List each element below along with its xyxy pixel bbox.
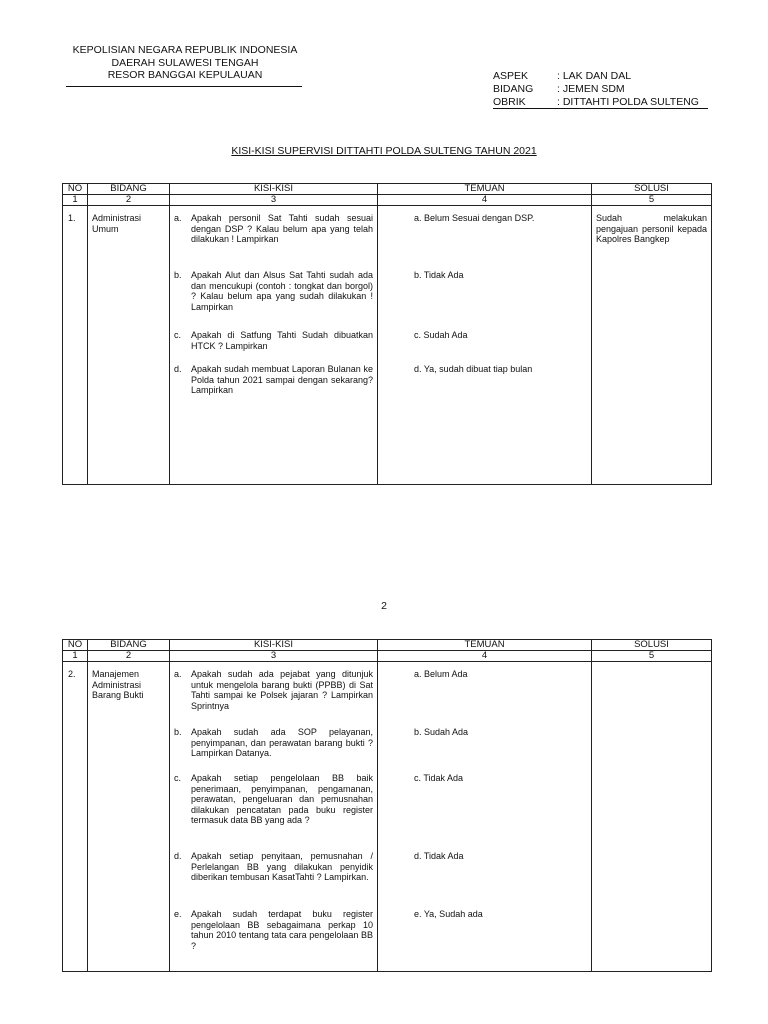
row-kisi-list	[170, 662, 378, 972]
meta-value: : JEMEN SDM	[557, 83, 625, 95]
kisi-label: a.	[174, 669, 182, 679]
kisi-item	[174, 773, 373, 841]
kisi-item	[174, 330, 373, 354]
row-solusi	[592, 662, 712, 972]
temuan-item: a. Belum Ada	[414, 669, 468, 679]
temuan-item: d. Tidak Ada	[414, 851, 464, 861]
col-header-temuan: TEMUAN	[378, 640, 592, 651]
org-line-1: KEPOLISIAN NEGARA REPUBLIK INDONESIA	[72, 44, 298, 56]
col-number: 5	[592, 651, 712, 662]
col-number: 3	[170, 651, 378, 662]
meta-rule	[493, 108, 708, 109]
temuan-item: a. Belum Sesuai dengan DSP.	[414, 213, 535, 223]
col-number: 4	[378, 651, 592, 662]
kisi-table-1	[62, 183, 712, 485]
solusi-text: Sudah melakukan pengajuan personil kepada Kapolres Bangkep	[596, 213, 707, 244]
kisi-text: Apakah personil Sat Tahti sudah sesuai dengan DSP ? Kalau belum apa yang telah dilakukan ! Lampirkan	[191, 213, 373, 244]
col-header-temuan: TEMUAN	[378, 184, 592, 195]
temuan-item: d. Ya, sudah dibuat tiap bulan	[414, 364, 533, 374]
col-header-no: NO	[63, 184, 88, 195]
kisi-label: e.	[174, 909, 182, 919]
col-number: 1	[63, 651, 88, 662]
kisi-text: Apakah Alut dan Alsus Sat Tahti sudah ada dan mencukupi (contoh : tongkat dan borgol) ? Kalau belum apa yang sudah dilakukan ! Lampirkan	[191, 270, 373, 312]
kisi-text: Apakah sudah terdapat buku register pengelolaan BB sebagaimana perkap 10 tahun 2010 tentang tata cara pengelolaan BB ?	[191, 909, 373, 951]
kisi-item	[174, 364, 373, 396]
table-number-row	[63, 651, 712, 662]
col-number: 5	[592, 195, 712, 206]
col-header-solusi: SOLUSI	[592, 640, 712, 651]
meta-row-bidang	[493, 83, 699, 96]
col-number: 1	[63, 195, 88, 206]
kisi-item	[174, 909, 373, 951]
table-row	[63, 662, 712, 972]
meta-block	[493, 70, 699, 109]
meta-value: : DITTAHTI POLDA SULTENG	[557, 96, 699, 108]
col-header-solusi: SOLUSI	[592, 184, 712, 195]
col-header-kisi: KISI-KISI	[170, 184, 378, 195]
kisi-text: Apakah setiap penyitaan, pemusnahan / Perlelangan BB yang dilakukan penyidik diberikan tembusan KasatTahti ? Lampirkan.	[191, 851, 373, 882]
row-temuan-list	[378, 206, 592, 485]
org-line-3: RESOR BANGGAI KEPULAUAN	[107, 69, 263, 81]
table-row	[63, 206, 712, 485]
kisi-item	[174, 669, 373, 717]
document-title	[0, 145, 768, 157]
row-solusi	[592, 206, 712, 485]
row-no: 2.	[63, 662, 88, 972]
col-header-kisi: KISI-KISI	[170, 640, 378, 651]
col-number: 2	[88, 195, 170, 206]
meta-key: OBRIK	[493, 96, 526, 108]
kisi-label: c.	[174, 773, 182, 783]
col-number: 2	[88, 651, 170, 662]
kisi-text: Apakah sudah ada pejabat yang ditunjuk untuk mengelola barang bukti (PPBB) di Sat Tahti sampai ke Polsek jajaran ? Lampirkan Sprintnya	[191, 669, 373, 711]
kisi-text: Apakah setiap pengelolaan BB baik penerimaan, penyimpanan, pengamanan, perawatan, pengeluaran dan pemusnahan dilakukan pencatatan pada buku register termasuk data BB yang ada ?	[191, 773, 373, 825]
col-header-bidang: BIDANG	[88, 184, 170, 195]
kisi-label: d.	[174, 364, 182, 374]
col-header-bidang: BIDANG	[88, 640, 170, 651]
kisi-table-2	[62, 639, 712, 972]
meta-row-aspek	[493, 70, 699, 83]
kisi-label: d.	[174, 851, 182, 861]
col-header-no: NO	[63, 640, 88, 651]
temuan-item: c. Sudah Ada	[414, 330, 468, 340]
kisi-label: b.	[174, 727, 182, 737]
kisi-label: a.	[174, 213, 182, 223]
meta-value: : LAK DAN DAL	[557, 70, 632, 82]
row-bidang: Manajemen Administrasi Barang Bukti	[88, 662, 170, 972]
page-number: 2	[381, 600, 387, 612]
temuan-item: b. Tidak Ada	[414, 270, 464, 280]
col-number: 4	[378, 195, 592, 206]
kisi-text: Apakah sudah membuat Laporan Bulanan ke Polda tahun 2021 sampai dengan sekarang? Lampirkan	[191, 364, 373, 395]
meta-key: BIDANG	[493, 83, 534, 95]
temuan-item: c. Tidak Ada	[414, 773, 464, 783]
kisi-label: b.	[174, 270, 182, 280]
table-header-row	[63, 640, 712, 651]
table-number-row	[63, 195, 712, 206]
row-no: 1.	[63, 206, 88, 485]
table-header-row	[63, 184, 712, 195]
kisi-item	[174, 851, 373, 899]
temuan-item: b. Sudah Ada	[414, 727, 469, 737]
kisi-text: Apakah di Satfung Tahti Sudah dibuatkan HTCK ? Lampirkan	[191, 330, 373, 351]
kisi-label: c.	[174, 330, 182, 340]
temuan-item: e. Ya, Sudah ada	[414, 909, 483, 919]
meta-key: ASPEK	[493, 70, 529, 82]
letterhead	[55, 44, 315, 82]
row-kisi-list	[170, 206, 378, 485]
row-temuan-list	[378, 662, 592, 972]
org-line-2: DAERAH SULAWESI TENGAH	[111, 56, 259, 69]
col-number: 3	[170, 195, 378, 206]
kisi-item	[174, 270, 373, 320]
row-bidang: Administrasi Umum	[88, 206, 170, 485]
kisi-text: Apakah sudah ada SOP pelayanan, penyimpanan, dan perawatan barang bukti ? Lampirkan Datanya.	[191, 727, 373, 758]
kisi-item	[174, 213, 373, 260]
document-title-text: KISI-KISI SUPERVISI DITTAHTI POLDA SULTENG TAHUN 2021	[231, 145, 537, 157]
letterhead-rule	[66, 86, 302, 87]
kisi-item	[174, 727, 373, 763]
